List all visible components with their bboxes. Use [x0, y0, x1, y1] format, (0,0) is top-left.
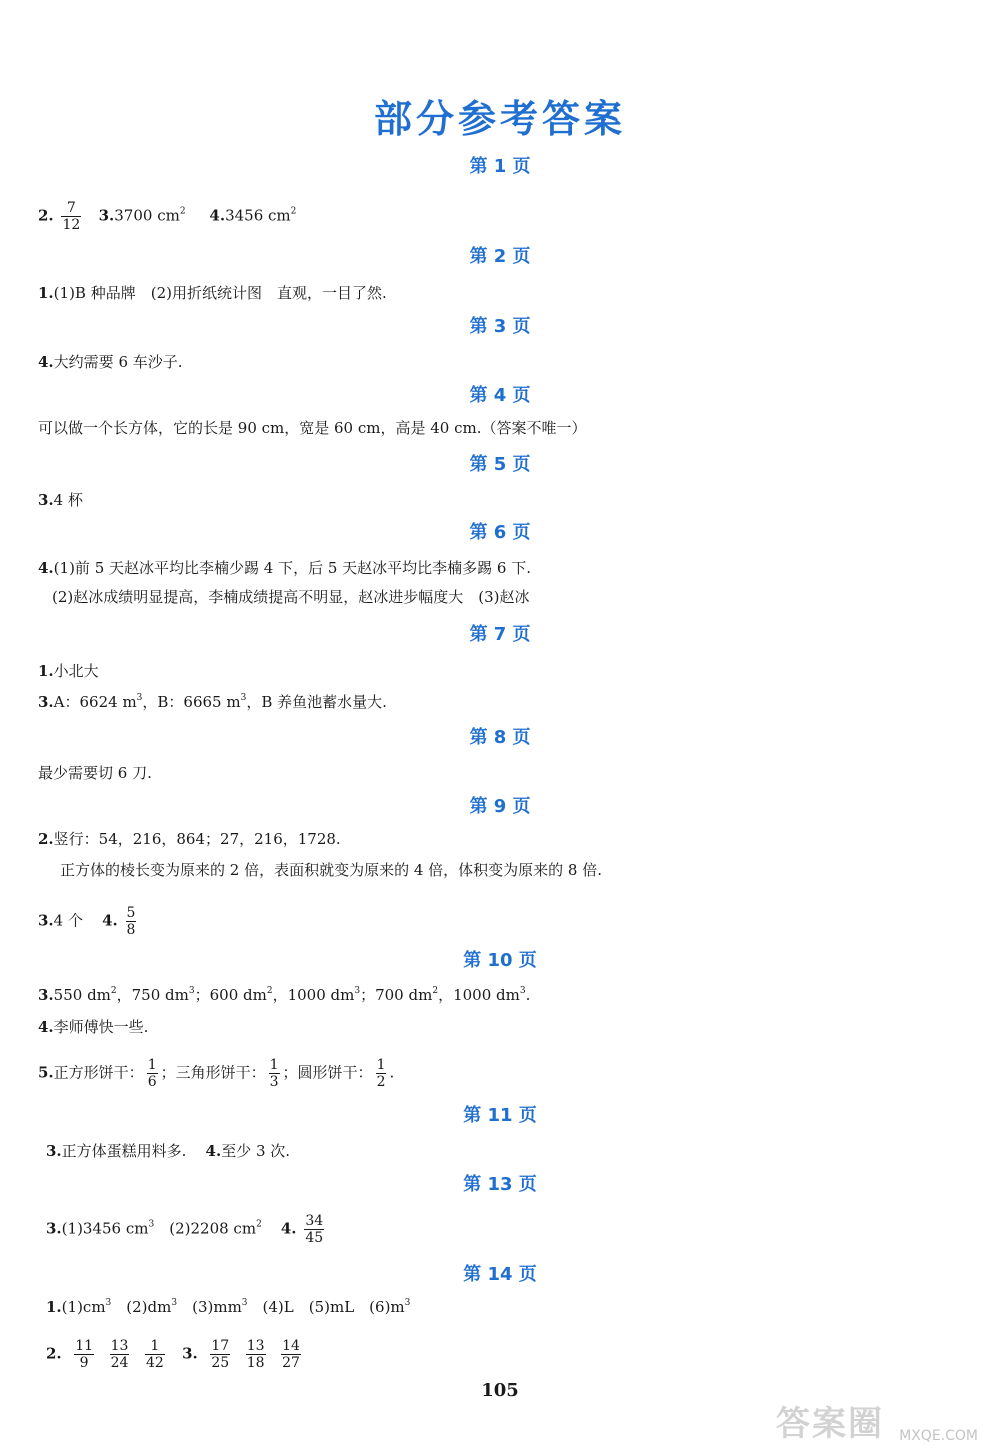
- answer-line-p6-1: 4.(1)前 5 天赵冰平均比李楠少踢 4 下，后 5 天赵冰平均比李楠多踢 6 下.: [38, 559, 532, 577]
- item-number: 4.: [209, 206, 226, 225]
- fraction: $\frac{17}{25}$: [211, 1338, 230, 1371]
- section-heading-page-14: 第 14 页: [463, 1264, 537, 1285]
- section-heading-page-10: 第 10 页: [463, 950, 537, 971]
- answer-line-p9-3: 3.4 个 4. $\frac{5}{8}$: [38, 905, 136, 938]
- section-heading-page-11: 第 11 页: [463, 1105, 537, 1126]
- answer-line-p10-3: 3.550 $dm^2$，750 $dm^3$；600 $dm^2$，1000 $dm^3$；700 $dm^2$，1000 $dm^3$.: [38, 986, 531, 1004]
- fraction: $\frac{11}{9}$: [75, 1338, 94, 1371]
- answer-line-p13: 3.(1)3456 $cm^3$ (2)2208 $cm^2$ 4. $\frac{34}{45}$: [46, 1213, 324, 1246]
- fraction: $\frac{1}{6}$: [147, 1057, 157, 1090]
- section-heading-page-13: 第 13 页: [463, 1174, 537, 1195]
- answer-line-p5: 3.4 杯: [38, 491, 83, 509]
- answer-line-p9-2b: 正方体的棱长变为原来的 2 倍，表面积就变为原来的 4 倍，体积变为原来的 8 倍.: [60, 861, 603, 879]
- fraction: $\frac{7}{12}$: [62, 200, 81, 233]
- answer-line-p9-2: 2.竖行：54，216，864；27，216，1728.: [38, 830, 341, 848]
- section-heading-page-3: 第 3 页: [469, 316, 531, 337]
- section-heading-page-5: 第 5 页: [469, 454, 531, 475]
- answer-line-p7-3: 3.A：6624 $m^3$，B：6665 $m^3$，B 养鱼池蓄水量大.: [38, 693, 387, 711]
- page-number: 105: [481, 1380, 519, 1401]
- answer-line-p3: 4.大约需要 6 车沙子.: [38, 353, 183, 371]
- fraction: $\frac{34}{45}$: [305, 1213, 324, 1246]
- answer-line-p8: 最少需要切 6 刀.: [38, 764, 152, 782]
- answer-line-p1: 2. $\frac{7}{12}$ 3.3700 $cm^2$ 4.3456 $cm^2$: [38, 200, 297, 233]
- section-heading-page-9: 第 9 页: [469, 796, 531, 817]
- section-heading-page-2: 第 2 页: [469, 246, 531, 267]
- section-heading-page-4: 第 4 页: [469, 385, 531, 406]
- answer-line-p4: 可以做一个长方体，它的长是 90 cm，宽是 60 cm，高是 40 cm.（答案不唯一）: [38, 419, 587, 437]
- fraction: $\frac{13}{18}$: [246, 1338, 265, 1371]
- watermark-text: 答案圈: [776, 1404, 884, 1444]
- page-title: 部分参考答案: [373, 97, 626, 141]
- answer-line-p2: 1.(1)B 种品牌 (2)用折纸统计图 直观，一目了然.: [38, 284, 387, 302]
- answer-line-p10-4: 4.李师傅快一些.: [38, 1018, 149, 1036]
- fraction: $\frac{1}{2}$: [376, 1057, 386, 1090]
- answer-line-p14-1: $1.(1)cm^3$ $(2)dm^3$ $(3)mm^3$ (4)L (5)mL $(6)m^3$: [46, 1298, 411, 1316]
- fraction: $\frac{14}{27}$: [282, 1338, 300, 1371]
- fraction: $\frac{1}{3}$: [269, 1057, 279, 1090]
- section-heading-page-8: 第 8 页: [469, 727, 531, 748]
- fraction: $\frac{1}{42}$: [145, 1338, 164, 1371]
- section-heading-page-1: 第 1 页: [469, 156, 531, 177]
- answer-line-p6-2: (2)赵冰成绩明显提高，李楠成绩提高不明显，赵冰进步幅度大 (3)赵冰: [52, 588, 530, 606]
- fraction: $\frac{13}{24}$: [110, 1338, 129, 1371]
- watermark-url: MXQE.COM: [899, 1428, 978, 1444]
- answer-line-p10-5: 5.正方形饼干： $\frac{1}{6}$ ；三角形饼干： $\frac{1}{3}$ ；圆形饼干： $\frac{1}{2}$ .: [38, 1057, 395, 1090]
- answer-line-p7-1: 1.小北大: [38, 662, 99, 680]
- watermark-logo: [776, 1388, 986, 1444]
- fraction: $\frac{5}{8}$: [126, 905, 136, 938]
- item-number: 2.: [38, 206, 54, 225]
- section-heading-page-7: 第 7 页: [469, 624, 531, 645]
- answer-line-p11: 3.正方体蛋糕用料多. 4.至少 3 次.: [46, 1142, 291, 1160]
- section-heading-page-6: 第 6 页: [469, 522, 531, 543]
- answer-line-p14-2: 2. $\frac{11}{9}$ $\frac{13}{24}$ $\frac{1}{42}$ 3. $\frac{17}{25}$ $\frac{13}{18}$ $\frac{14}{27}$: [46, 1338, 300, 1371]
- item-number: 3.: [98, 206, 115, 225]
